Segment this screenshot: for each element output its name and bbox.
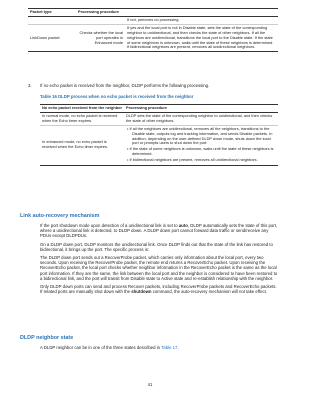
no-echo-table bbox=[40, 104, 278, 166]
table2-row1-processing: DLDP sets the state of the corresponding neighbor to unidirectional, and then checks the state of other neighbors. bbox=[124, 112, 278, 125]
paragraph: If the port shutdown mode upon detection of a unidirectional link is set to auto, DLDP automatically sets the state of this port, where a unidirectional link is detected, to DLDP down. A DLDP down port cannot forward data traffic or send/receive any PDUs except DLDPDUs. bbox=[40, 223, 278, 239]
table1-row1-check: Checks whether the local port operates in Enhanced mode bbox=[76, 24, 125, 52]
section-heading-neighbor-state: DLDP neighbor state bbox=[20, 335, 74, 341]
packet-processing-table bbox=[28, 8, 278, 52]
table1-row1-result: If yes and the local port is not in Disable state, sets the state of the corresponding neighbor to unidirectional, and then checks the state of other neighbors. If all the neighbors are unidirectional, transitions the local port to the Disable state. If the state of some neighbors is unknown, waits until the state of these neighbors is determined. If bidirectional neighbors are present, removes all unidirectional neighbors. bbox=[125, 24, 278, 52]
table1-row0-result: If not, performs no processing. bbox=[125, 16, 278, 24]
paragraph: Only DLDP down ports can send and process Recover packets, including RecoverProbe packets and RecoverEcho packets. If related ports are manually shut down with the shutdown command, the auto-recovery mechanism will not take effect. bbox=[40, 284, 277, 295]
table1-header-packet-type: Packet type bbox=[28, 9, 76, 17]
list-item: • If all the neighbors are unidirectional, removes all the neighbors, transitions to the Disable state, outputs log and tracking information, and sends Disable packets. In addition, depending on the user-defined DLDP down mode, shuts down the local port or prompts users to shut down the port. bbox=[127, 125, 273, 146]
table2-row1-condition: In normal mode, no echo packet is received when the Echo timer expires. bbox=[40, 112, 124, 125]
section2-body: A DLDP neighbor can be in one of the three states described in Table 17. bbox=[40, 345, 179, 350]
list-item: • If bidirectional neighbors are present, removes all unidirectional neighbors. bbox=[127, 157, 258, 163]
paragraph: On a DLDP down port, DLDP monitors the unidirectional link. Once DLDP finds out that the state of the link has restored to bidirectional, it brings up the port. The specific process is: bbox=[40, 241, 273, 252]
page-number: 41 bbox=[147, 382, 153, 387]
table-17-link[interactable]: Table 17 bbox=[161, 345, 178, 350]
paragraph: The DLDP down port sends out a RecoverProbe packet, which carries only information about the local port, every two seconds. Upon receiving the RecoverProbe packet, the remote end returns a RecoverEcho packet. Upon receiving the RecoverEcho packet, the local port checks whether neighbor information in the RecoverEcho packet is the same as the local port information. If they are the same, the link between the local port and the neighbor is considered to have been restored to a bidirectional link, and the port will transit from Disable state to Active state and re-establish relationship with the neighbor. bbox=[40, 255, 278, 281]
section1-body bbox=[40, 223, 280, 294]
step-number: 3. bbox=[28, 83, 32, 88]
table1-row1-packet-type: LinkDown packet bbox=[28, 24, 76, 52]
table2-header-processing: Processing procedure bbox=[124, 105, 278, 113]
table2-header-condition: No echo packet received from the neighbor bbox=[40, 105, 124, 113]
step-3 bbox=[28, 83, 278, 88]
section-heading-auto-recovery: Link auto-recovery mechanism bbox=[20, 213, 100, 219]
table-caption: Table 16 DLDP process when no echo packet is received from the neighbor bbox=[40, 94, 194, 99]
table1-header-processing: Processing procedure bbox=[76, 9, 278, 17]
step-text: If no echo packet is received from the neighbor, DLDP performs the following processing. bbox=[40, 83, 210, 88]
list-item: • If the state of some neighbors is unknown, waits until the state of these neighbors is determined. bbox=[127, 146, 274, 157]
table2-row2-condition: In enhanced mode, no echo packet is received when the Echo timer expires. bbox=[40, 125, 124, 165]
